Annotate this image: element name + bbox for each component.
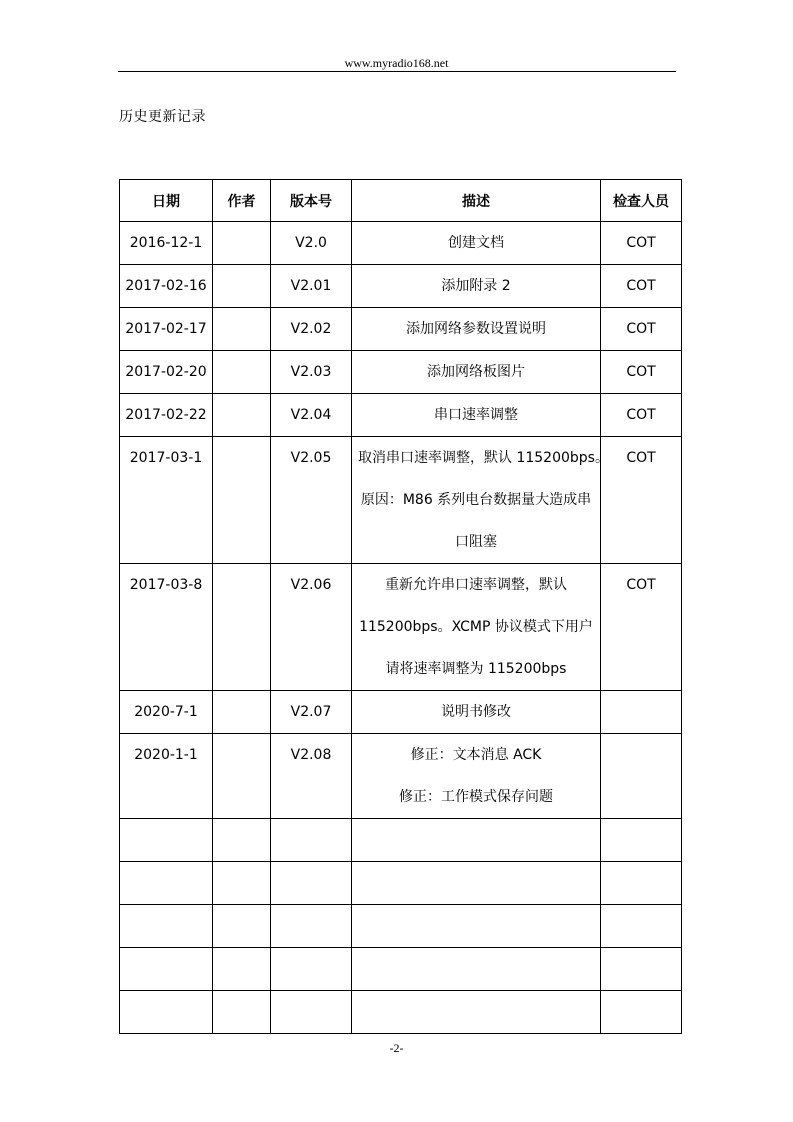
- description-line: 原因：M86 系列电台数据量大造成串: [360, 492, 592, 508]
- description-line: 添加网络板图片: [427, 364, 525, 380]
- cell-reviewer: [601, 905, 682, 948]
- cell-author: [213, 265, 271, 308]
- cell-reviewer: [601, 819, 682, 862]
- cell-version: [271, 948, 352, 991]
- cell-author: [213, 222, 271, 265]
- description-line: 115200bps。XCMP 协议模式下用户: [359, 619, 593, 635]
- cell-reviewer: [601, 691, 682, 734]
- cell-reviewer: COT: [601, 265, 682, 308]
- description-line: 添加附录 2: [441, 278, 511, 294]
- cell-description: [352, 991, 601, 1034]
- description-line: 请将速率调整为 115200bps: [385, 661, 567, 677]
- cell-date: 2017-03-1: [120, 437, 213, 564]
- column-header-author: 作者: [213, 180, 271, 222]
- cell-author: [213, 862, 271, 905]
- cell-version: V2.03: [271, 351, 352, 394]
- cell-description: [352, 948, 601, 991]
- description-line: [358, 819, 594, 861]
- section-title: 历史更新记录: [119, 109, 206, 125]
- cell-author: [213, 734, 271, 819]
- cell-version: [271, 905, 352, 948]
- description-line: [358, 905, 594, 947]
- table-row: [120, 819, 682, 862]
- cell-author: [213, 691, 271, 734]
- table-row: [120, 265, 682, 308]
- cell-date: 2020-1-1: [120, 734, 213, 819]
- description-line: 串口速率调整: [434, 407, 518, 423]
- cell-date: [120, 991, 213, 1034]
- cell-reviewer: COT: [601, 351, 682, 394]
- cell-description: [352, 308, 601, 351]
- page-number: -2-: [389, 1041, 404, 1055]
- cell-date: 2016-12-1: [120, 222, 213, 265]
- cell-version: V2.02: [271, 308, 352, 351]
- cell-description: [352, 691, 601, 734]
- description-line: [358, 991, 594, 1033]
- cell-description: [352, 862, 601, 905]
- cell-date: [120, 819, 213, 862]
- cell-reviewer: COT: [601, 437, 682, 564]
- cell-version: V2.07: [271, 691, 352, 734]
- cell-author: [213, 351, 271, 394]
- description-line: 修正：工作模式保存问题: [399, 789, 553, 805]
- cell-description: [352, 734, 601, 819]
- column-header-reviewer: 检查人员: [601, 180, 682, 222]
- cell-author: [213, 564, 271, 691]
- description-line: [358, 948, 594, 990]
- cell-date: [120, 862, 213, 905]
- table-row: [120, 905, 682, 948]
- table-row: [120, 437, 682, 564]
- cell-author: [213, 308, 271, 351]
- cell-version: V2.06: [271, 564, 352, 691]
- cell-version: V2.0: [271, 222, 352, 265]
- cell-description: [352, 351, 601, 394]
- description-line: 创建文档: [448, 235, 504, 251]
- cell-author: [213, 948, 271, 991]
- table-row: [120, 394, 682, 437]
- cell-description: [352, 905, 601, 948]
- revision-history-table: [119, 179, 682, 1034]
- cell-date: [120, 905, 213, 948]
- cell-reviewer: COT: [601, 564, 682, 691]
- column-header-date: 日期: [120, 180, 213, 222]
- cell-version: [271, 862, 352, 905]
- description-line: 重新允许串口速率调整，默认: [385, 577, 567, 593]
- cell-author: [213, 437, 271, 564]
- table-body: [120, 222, 682, 1034]
- description-line: 添加网络参数设置说明: [406, 321, 546, 337]
- table-row: [120, 734, 682, 819]
- table-row: [120, 991, 682, 1034]
- header-divider: [118, 71, 676, 72]
- cell-description: [352, 265, 601, 308]
- table-row: [120, 222, 682, 265]
- cell-reviewer: COT: [601, 394, 682, 437]
- table-row: [120, 308, 682, 351]
- description-line: 取消串口速率调整，默认 115200bps。: [358, 450, 609, 466]
- cell-version: V2.01: [271, 265, 352, 308]
- cell-reviewer: [601, 862, 682, 905]
- cell-version: [271, 819, 352, 862]
- cell-description: [352, 819, 601, 862]
- cell-description: [352, 222, 601, 265]
- cell-version: V2.05: [271, 437, 352, 564]
- description-line: 口阻塞: [455, 534, 497, 550]
- cell-date: 2017-02-20: [120, 351, 213, 394]
- cell-reviewer: COT: [601, 222, 682, 265]
- cell-description: [352, 564, 601, 691]
- cell-version: V2.04: [271, 394, 352, 437]
- cell-version: V2.08: [271, 734, 352, 819]
- cell-version: [271, 991, 352, 1034]
- cell-description: [352, 437, 609, 564]
- table-row: [120, 351, 682, 394]
- cell-reviewer: [601, 991, 682, 1034]
- column-header-version: 版本号: [271, 180, 352, 222]
- description-line: 修正：文本消息 ACK: [410, 747, 542, 763]
- cell-author: [213, 394, 271, 437]
- column-header-description: 描述: [352, 180, 601, 222]
- table-row: [120, 564, 682, 691]
- table-row: [120, 862, 682, 905]
- description-line: [358, 862, 594, 904]
- cell-reviewer: [601, 734, 682, 819]
- cell-reviewer: COT: [601, 308, 682, 351]
- cell-reviewer: [601, 948, 682, 991]
- table-row: [120, 948, 682, 991]
- cell-date: 2017-02-17: [120, 308, 213, 351]
- cell-description: [352, 394, 601, 437]
- cell-date: 2017-02-22: [120, 394, 213, 437]
- cell-date: [120, 948, 213, 991]
- cell-author: [213, 905, 271, 948]
- description-line: 说明书修改: [441, 704, 511, 720]
- table-header-row: [120, 180, 682, 222]
- table-row: [120, 691, 682, 734]
- header-url: www.myradio168.net: [344, 56, 449, 70]
- cell-date: 2017-03-8: [120, 564, 213, 691]
- cell-date: 2017-02-16: [120, 265, 213, 308]
- cell-date: 2020-7-1: [120, 691, 213, 734]
- cell-author: [213, 819, 271, 862]
- cell-author: [213, 991, 271, 1034]
